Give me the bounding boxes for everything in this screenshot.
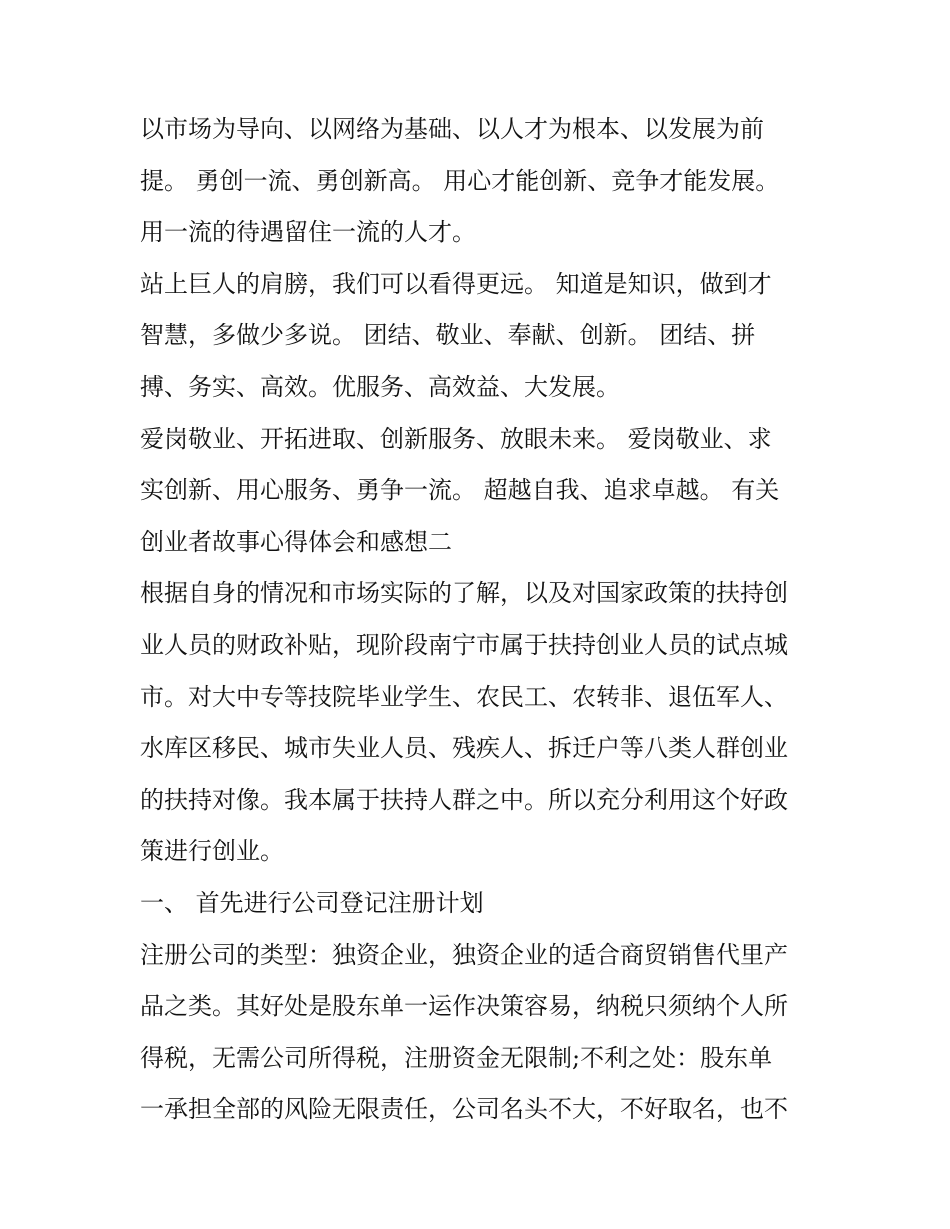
text-line: 水库区移民、城市失业人员、残疾人、拆迁户等八类人群创业	[140, 734, 788, 763]
text-line: 一承担全部的风险无限责任，公司名头不大，不好取名，也不	[140, 1095, 788, 1124]
text-line: 以市场为导向、以网络为基础、以人才为根本、以发展为前	[140, 115, 764, 143]
text-line: 实创新、用心服务、勇争一流。 超越自我、追求卓越。 有关	[140, 476, 780, 505]
text-line: 提。 勇创一流、勇创新高。 用心才能创新、竞争才能发展。	[140, 166, 780, 195]
document-body	[140, 104, 820, 1136]
text-line: 搏、务实、高效。优服务、高效益、大发展。	[140, 372, 620, 401]
text-line: 策进行创业。	[140, 837, 284, 866]
text-line: 智慧，多做少多说。 团结、敬业、奉献、创新。 团结、拼	[140, 321, 756, 350]
text-line: 站上巨人的肩膀，我们可以看得更远。 知道是知识，做到才	[140, 269, 772, 298]
text-line: 注册公司的类型：独资企业，独资企业的适合商贸销售代里产	[140, 940, 788, 969]
text-line: 创业者故事心得体会和感想二	[140, 527, 452, 556]
text-line: 业人员的财政补贴，现阶段南宁市属于扶持创业人员的试点城	[140, 630, 788, 659]
text-line: 的扶持对像。我本属于扶持人群之中。所以充分利用这个好政	[140, 785, 788, 814]
text-line: 品之类。其好处是股东单一运作决策容易，纳税只须纳个人所	[140, 992, 788, 1021]
text-line: 用一流的待遇留住一流的人才。	[140, 218, 476, 247]
text-line: 一、 首先进行公司登记注册计划	[140, 888, 484, 917]
text-line: 得税，无需公司所得税，注册资金无限制;不利之处：股东单	[140, 1043, 773, 1072]
text-line: 根据自身的情况和市场实际的了解，以及对国家政策的扶持创	[140, 579, 788, 608]
text-line: 市。对大中专等技院毕业学生、农民工、农转非、退伍军人、	[140, 682, 788, 711]
text-line: 爱岗敬业、开拓进取、创新服务、放眼未来。 爱岗敬业、求	[140, 424, 772, 453]
